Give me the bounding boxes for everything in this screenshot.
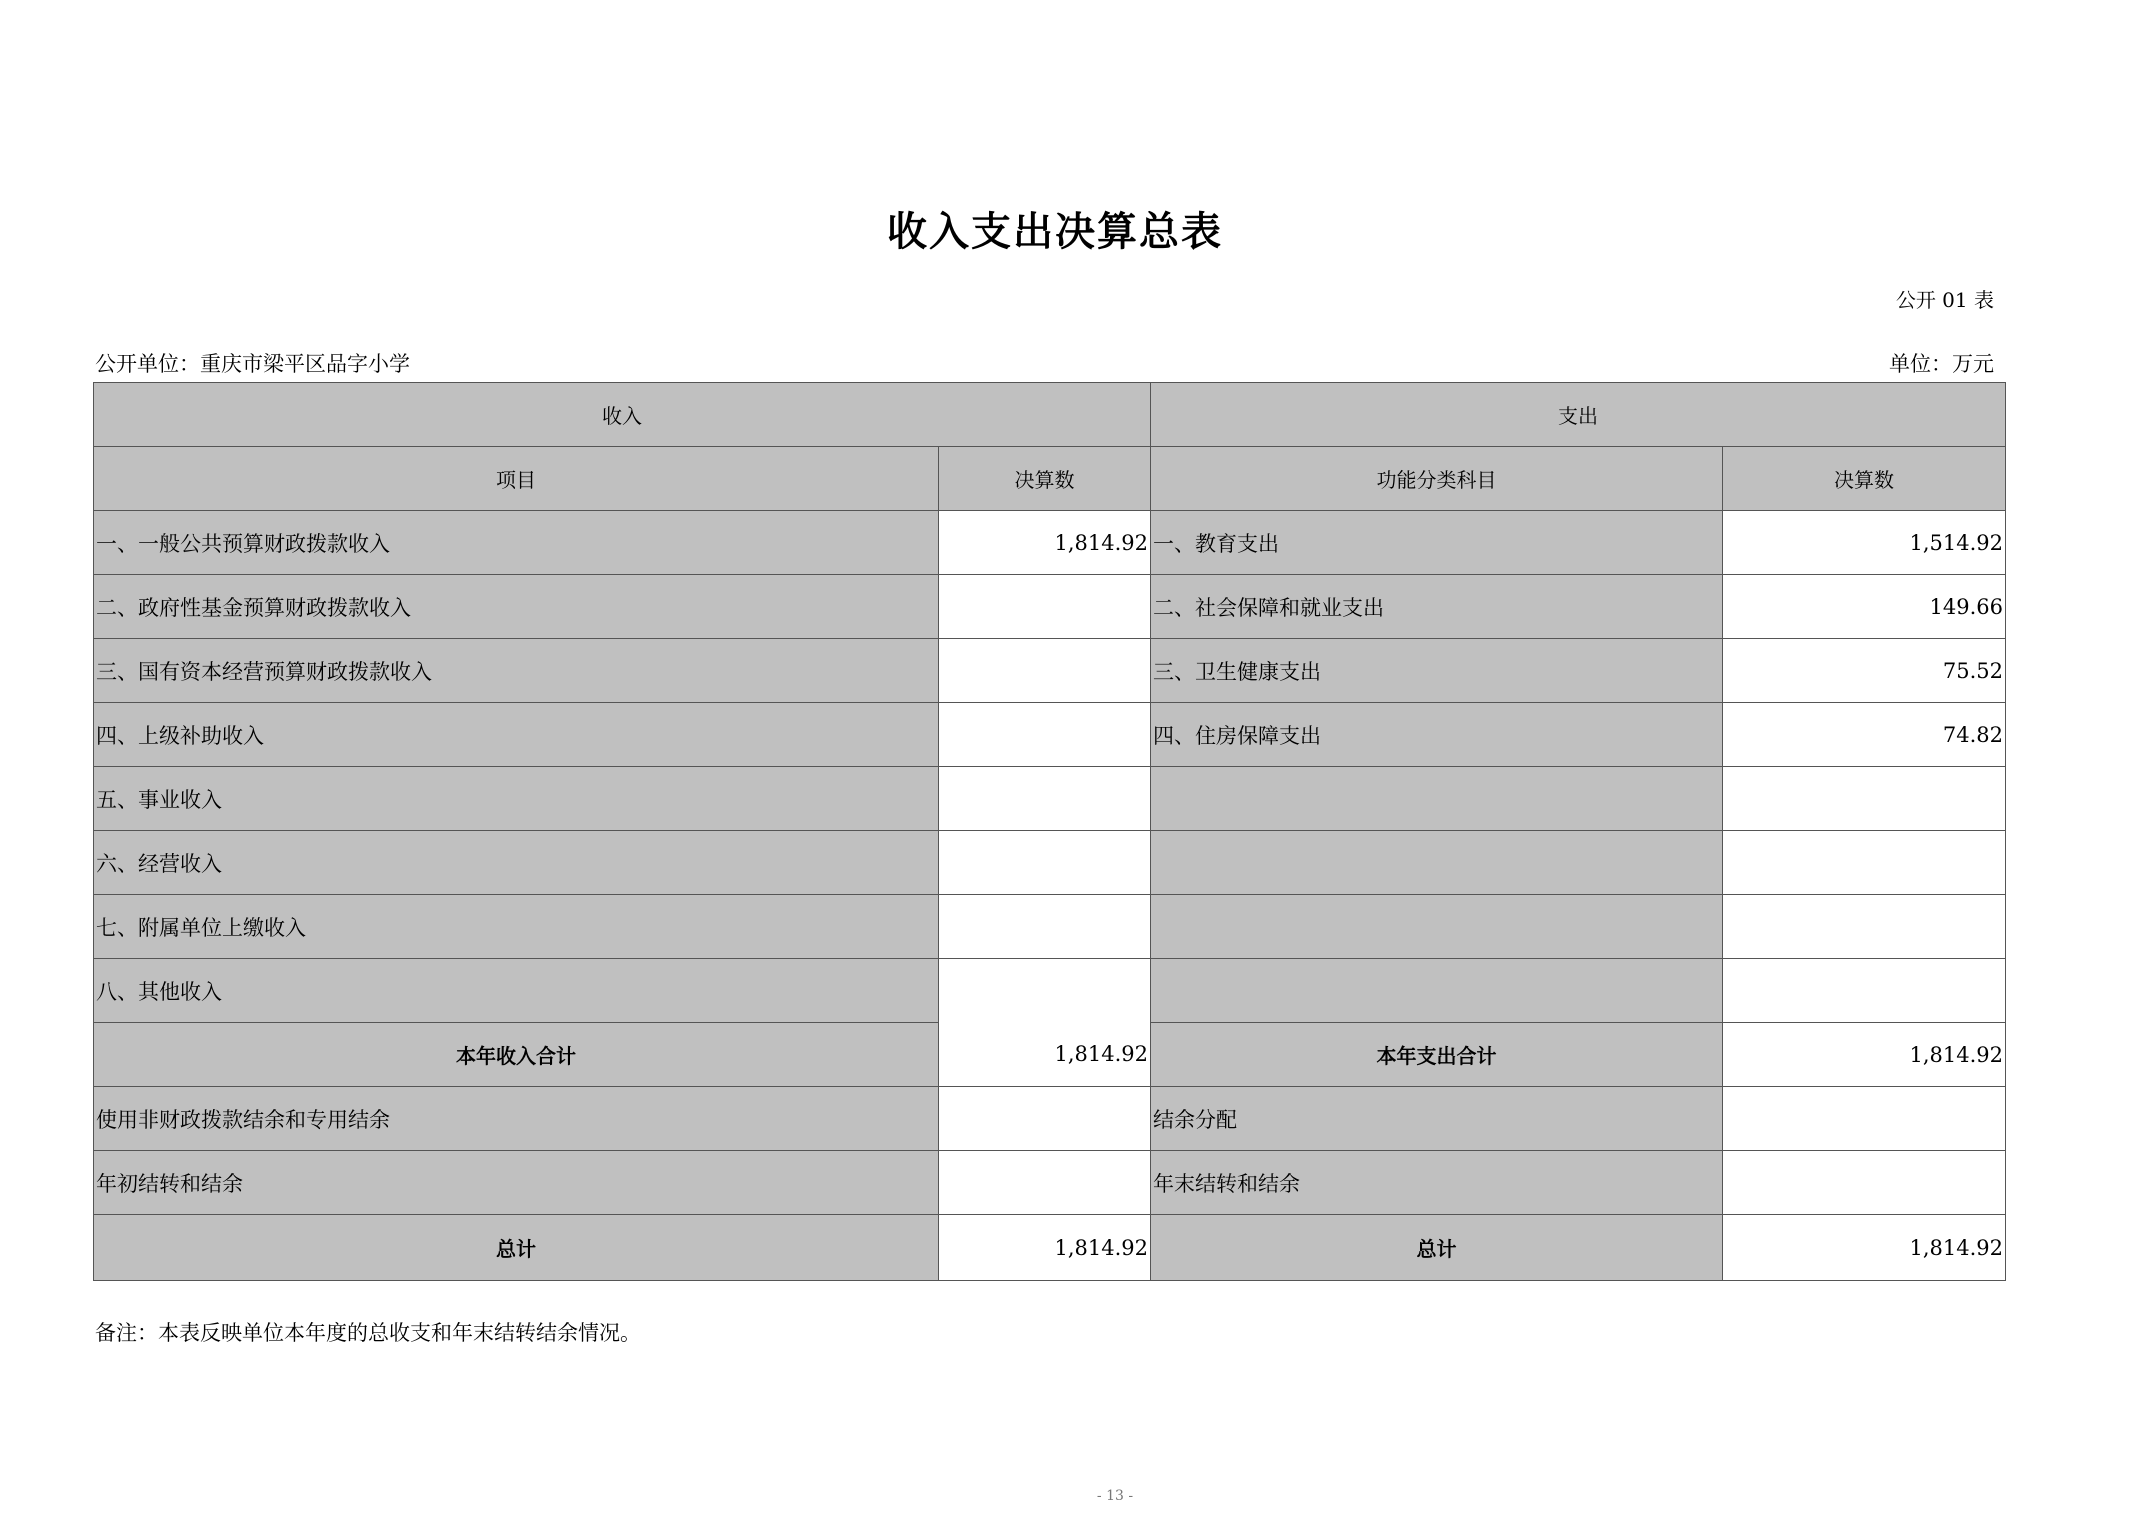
expense-amount-column-header: 决算数: [1723, 447, 2006, 511]
income-amount-column-header: 决算数: [939, 447, 1151, 511]
expense-item-label: 一、教育支出: [1151, 511, 1723, 575]
page-title: 收入支出决算总表: [887, 209, 1223, 255]
expense-item-label: [1151, 831, 1723, 895]
income-total-label: 总计: [94, 1215, 939, 1281]
expense-item-value: [1723, 767, 2006, 831]
expense-total-value: 1,814.92: [1723, 1215, 2006, 1281]
income-group-header: 收入: [94, 383, 1151, 447]
total-row: [94, 1215, 2006, 1281]
expense-item-value: [1723, 831, 2006, 895]
header-row-columns: [94, 447, 2006, 511]
table-row: [94, 1151, 2006, 1215]
income-item-value: [939, 767, 1151, 831]
expense-item-value: 1,514.92: [1723, 511, 2006, 575]
income-item-value: 1,814.92: [939, 511, 1151, 575]
expense-item-value: [1723, 959, 2006, 1023]
expense-subtotal-value: 1,814.92: [1723, 1023, 2006, 1087]
table-row: [94, 831, 2006, 895]
income-item-value: [939, 575, 1151, 639]
header-row-groups: [94, 383, 2006, 447]
expense-item-value: [1723, 1151, 2006, 1215]
expense-group-header: 支出: [1151, 383, 2006, 447]
income-item-label: 六、经营收入: [94, 831, 939, 895]
expense-item-label: 二、社会保障和就业支出: [1151, 575, 1723, 639]
item-column-header: 项目: [94, 447, 939, 511]
expense-item-value: 74.82: [1723, 703, 2006, 767]
table-note: 备注：本表反映单位本年度的总收支和年末结转结余情况。: [95, 1321, 641, 1345]
expense-item-label: [1151, 895, 1723, 959]
income-item-label: 一、一般公共预算财政拨款收入: [94, 511, 939, 575]
expense-item-value: [1723, 895, 2006, 959]
income-item-value: [939, 703, 1151, 767]
expense-item-label: [1151, 767, 1723, 831]
income-item-label: 七、附属单位上缴收入: [94, 895, 939, 959]
income-expense-table: [93, 382, 2006, 1281]
table-row: [94, 959, 2006, 1023]
table-row: [94, 1087, 2006, 1151]
expense-item-label: 四、住房保障支出: [1151, 703, 1723, 767]
page-number: - 13 -: [1096, 1488, 1134, 1504]
expense-item-label: 结余分配: [1151, 1087, 1723, 1151]
expense-item-value: 75.52: [1723, 639, 2006, 703]
income-subtotal-label: 本年收入合计: [94, 1023, 939, 1087]
expense-subtotal-label: 本年支出合计: [1151, 1023, 1723, 1087]
income-item-label: 年初结转和结余: [94, 1151, 939, 1215]
expense-total-label: 总计: [1151, 1215, 1723, 1281]
expense-item-value: [1723, 1087, 2006, 1151]
income-item-value: [939, 895, 1151, 959]
expense-item-value: 149.66: [1723, 575, 2006, 639]
income-item-label: 二、政府性基金预算财政拨款收入: [94, 575, 939, 639]
income-item-label: 使用非财政拨款结余和专用结余: [94, 1087, 939, 1151]
reporting-organization: 公开单位：重庆市梁平区品字小学: [95, 352, 410, 376]
table-row: [94, 703, 2006, 767]
income-item-value: [939, 831, 1151, 895]
income-item-value: [939, 639, 1151, 703]
income-total-value: 1,814.92: [939, 1215, 1151, 1281]
table-row: [94, 575, 2006, 639]
income-item-value: [939, 1151, 1151, 1215]
income-item-label: 八、其他收入: [94, 959, 939, 1023]
function-item-column-header: 功能分类科目: [1151, 447, 1723, 511]
table-row: [94, 767, 2006, 831]
table-code: 公开 01 表: [1895, 288, 1994, 312]
table-row: [94, 895, 2006, 959]
income-item-label: 五、事业收入: [94, 767, 939, 831]
income-subtotal-value: 1,814.92: [939, 959, 1151, 1087]
income-item-label: 四、上级补助收入: [94, 703, 939, 767]
income-item-value: [939, 1087, 1151, 1151]
table-row: [94, 639, 2006, 703]
currency-unit: 单位：万元: [1889, 352, 1994, 376]
table-row: [94, 511, 2006, 575]
expense-item-label: [1151, 959, 1723, 1023]
expense-item-label: 三、卫生健康支出: [1151, 639, 1723, 703]
expense-item-label: 年末结转和结余: [1151, 1151, 1723, 1215]
income-item-label: 三、国有资本经营预算财政拨款收入: [94, 639, 939, 703]
